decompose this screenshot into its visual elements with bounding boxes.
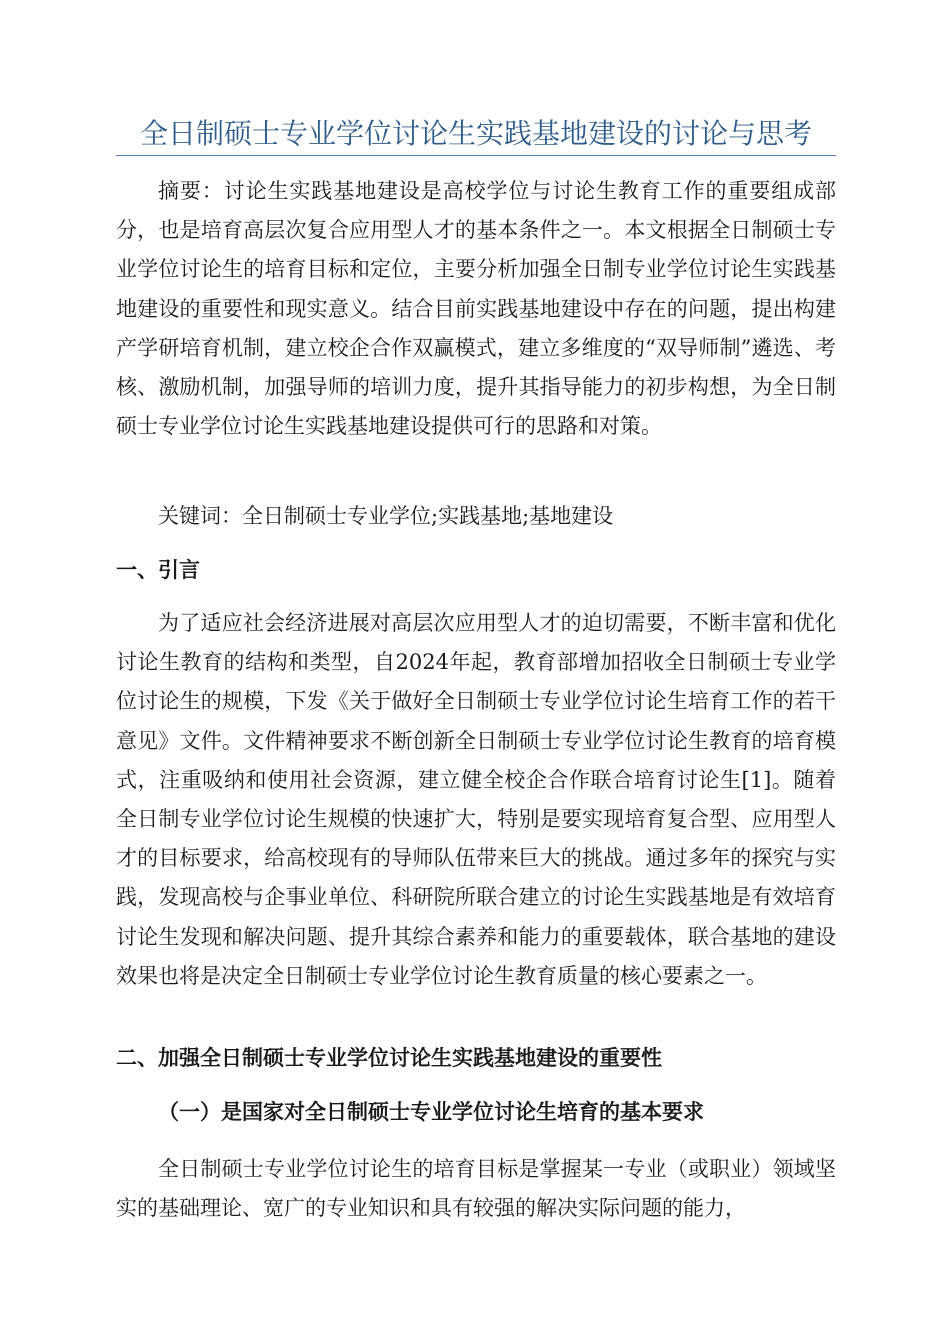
document-title: 全日制硕士专业学位讨论生实践基地建设的讨论与思考 bbox=[139, 117, 812, 150]
abstract-paragraph: 摘要：讨论生实践基地建设是高校学位与讨论生教育工作的重要组成部分，也是培育高层次复合应用型人才的基本条件之一。本文根据全日制硕士专业学位讨论生的培育目标和定位，主要分析加强全日制专业学位讨论生实践基地建设的重要性和现实意义。结合目前实践基地建设中存在的问题，提出构建产学研培育机制，建立校企合作双赢模式，建立多维度的“双导师制”遴选、考核、激励机制，加强导师的培训力度，提升其指导能力的初步构想，为全日制硕士专业学位讨论生实践基地建设提供可行的思路和对策。 bbox=[116, 179, 836, 439]
keywords-line: 关键词：全日制硕士专业学位;实践基地;基地建设 bbox=[158, 504, 614, 528]
introduction-paragraph: 为了适应社会经济进展对高层次应用型人才的迫切需要，不断丰富和优化讨论生教育的结构和类型，自2024年起，教育部增加招收全日制硕士专业学位讨论生的规模，下发《关于做好全日制硕士专业学位讨论生培育工作的若干意见》文件。文件精神要求不断创新全日制硕士专业学位讨论生教育的培育模式，注重吸纳和使用社会资源，建立健全校企合作联合培育讨论生[1]。随着全日制专业学位讨论生规模的快速扩大，特别是要实现培育复合型、应用型人才的目标要求，给高校现有的导师队伍带来巨大的挑战。通过多年的探究与实践，发现高校与企事业单位、科研院所联合建立的讨论生实践基地是有效培育讨论生发现和解决问题、提升其综合素养和能力的重要载体，联合基地的建设效果也将是决定全日制硕士专业学位讨论生教育质量的核心要素之一。 bbox=[116, 611, 836, 988]
title-underline bbox=[116, 155, 836, 156]
basic-requirement-paragraph: 全日制硕士专业学位讨论生的培育目标是掌握某一专业（或职业）领域坚实的基础理论、宽广的专业知识和具有较强的解决实际问题的能力， bbox=[116, 1157, 836, 1221]
subsection-heading-basic-requirement: （一）是国家对全日制硕士专业学位讨论生培育的基本要求 bbox=[158, 1099, 704, 1124]
section-heading-introduction: 一、引言 bbox=[116, 558, 200, 582]
section-heading-importance: 二、加强全日制硕士专业学位讨论生实践基地建设的重要性 bbox=[116, 1046, 662, 1070]
